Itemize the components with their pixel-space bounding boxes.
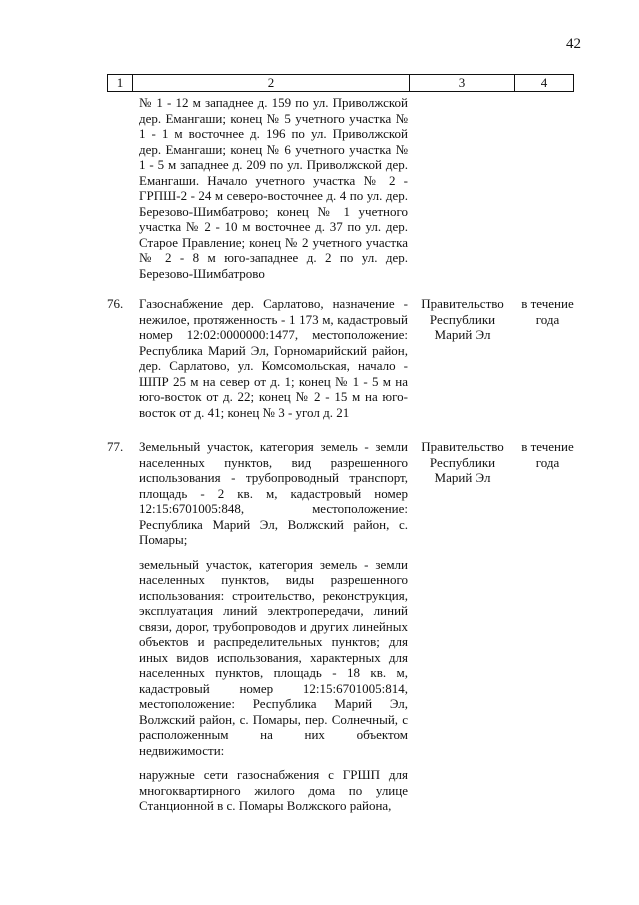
responsible-org: Правительство Республики Марий Эл xyxy=(421,296,504,342)
column-header-2: 2 xyxy=(133,75,410,91)
description-paragraph: № 1 - 12 м западнее д. 159 по ул. Приволжской дер. Емангаши; конец № 5 учетного участка № 1 - 1 м восточнее д. 196 по ул. Приволжской дер. Емангаши; конец № 6 учетного участка № 1 - 5 м западнее д. 209 по ул. Приволжской дер. Емангаши. Начало учетного участка № 2 - ГРПШ-2 - 24 м северо-восточнее д. 4 по ул. дер. Березово-Шимбатрово; конец № 1 учетного участка № 2 - 10 м восточнее д. 37 по ул. дер. Старое Правление; конец № 2 учетного участка № 2 - 8 м юго-западнее д. 2 по ул. дер. Березово-Шимбатрово xyxy=(139,95,408,281)
table-header xyxy=(107,74,574,92)
description-paragraph: Газоснабжение дер. Сарлатово, назначение - нежилое, протяженность - 1 173 м, кадастровый номер 12:02:0000000:1477, местоположение: Республика Марий Эл, Горномарийский район, дер. Сарлатово, ул. Комсомольская, начало - ШПР 25 м на север от д. 1; конец № 1 - 5 м на юго-восток от д. 22; конец № 2 - 15 м на юго-восток от д. 41; конец № 3 - угол д. 21 xyxy=(139,296,408,420)
column-header-3: 3 xyxy=(410,75,515,91)
description-paragraph: наружные сети газоснабжения с ГРШП для многоквартирного жилого дома по улице Станционной в с. Помары Волжского района, xyxy=(139,767,408,813)
table-row xyxy=(107,92,574,290)
deadline: в течение года xyxy=(521,439,574,470)
deadline: в течение года xyxy=(521,296,574,327)
table-row xyxy=(107,296,574,429)
document-table xyxy=(107,74,574,823)
deadline xyxy=(515,92,574,290)
row-description xyxy=(133,95,410,290)
page-number: 42 xyxy=(566,36,581,52)
responsible-org xyxy=(410,92,515,290)
row-description xyxy=(133,439,410,823)
column-header-1: 1 xyxy=(107,75,133,91)
row-number: 77. xyxy=(107,439,124,454)
row-number: 76. xyxy=(107,296,124,311)
description-paragraph: земельный участок, категория земель - земли населенных пунктов, виды разрешенного использования: строительство, реконструкция, эксплуатация линий электропередачи, линий связи, дорог, трубопроводов и других линейных объектов и распределительных пунктов; для иных видов использования, характерных для населенных пунктов, площадь - 18 кв. м, кадастровый номер 12:15:6701005:814, местоположение: Республика Марий Эл, Волжский район, с. Помары, пер. Солнечный, с расположенным на них объектом недвижимости: xyxy=(139,556,408,758)
row-description xyxy=(133,296,410,429)
description-paragraph: Земельный участок, категория земель - земли населенных пунктов, вид разрешенного использования - трубопроводный транспорт, площадь - 2 кв. м, кадастровый номер 12:15:6701005:848, местоположение: Республика Марий Эл, Волжский район, с. Помары; xyxy=(139,439,408,547)
responsible-org: Правительство Республики Марий Эл xyxy=(421,439,504,485)
column-header-4: 4 xyxy=(515,75,574,91)
table-row xyxy=(107,439,574,823)
row-number xyxy=(107,92,133,290)
